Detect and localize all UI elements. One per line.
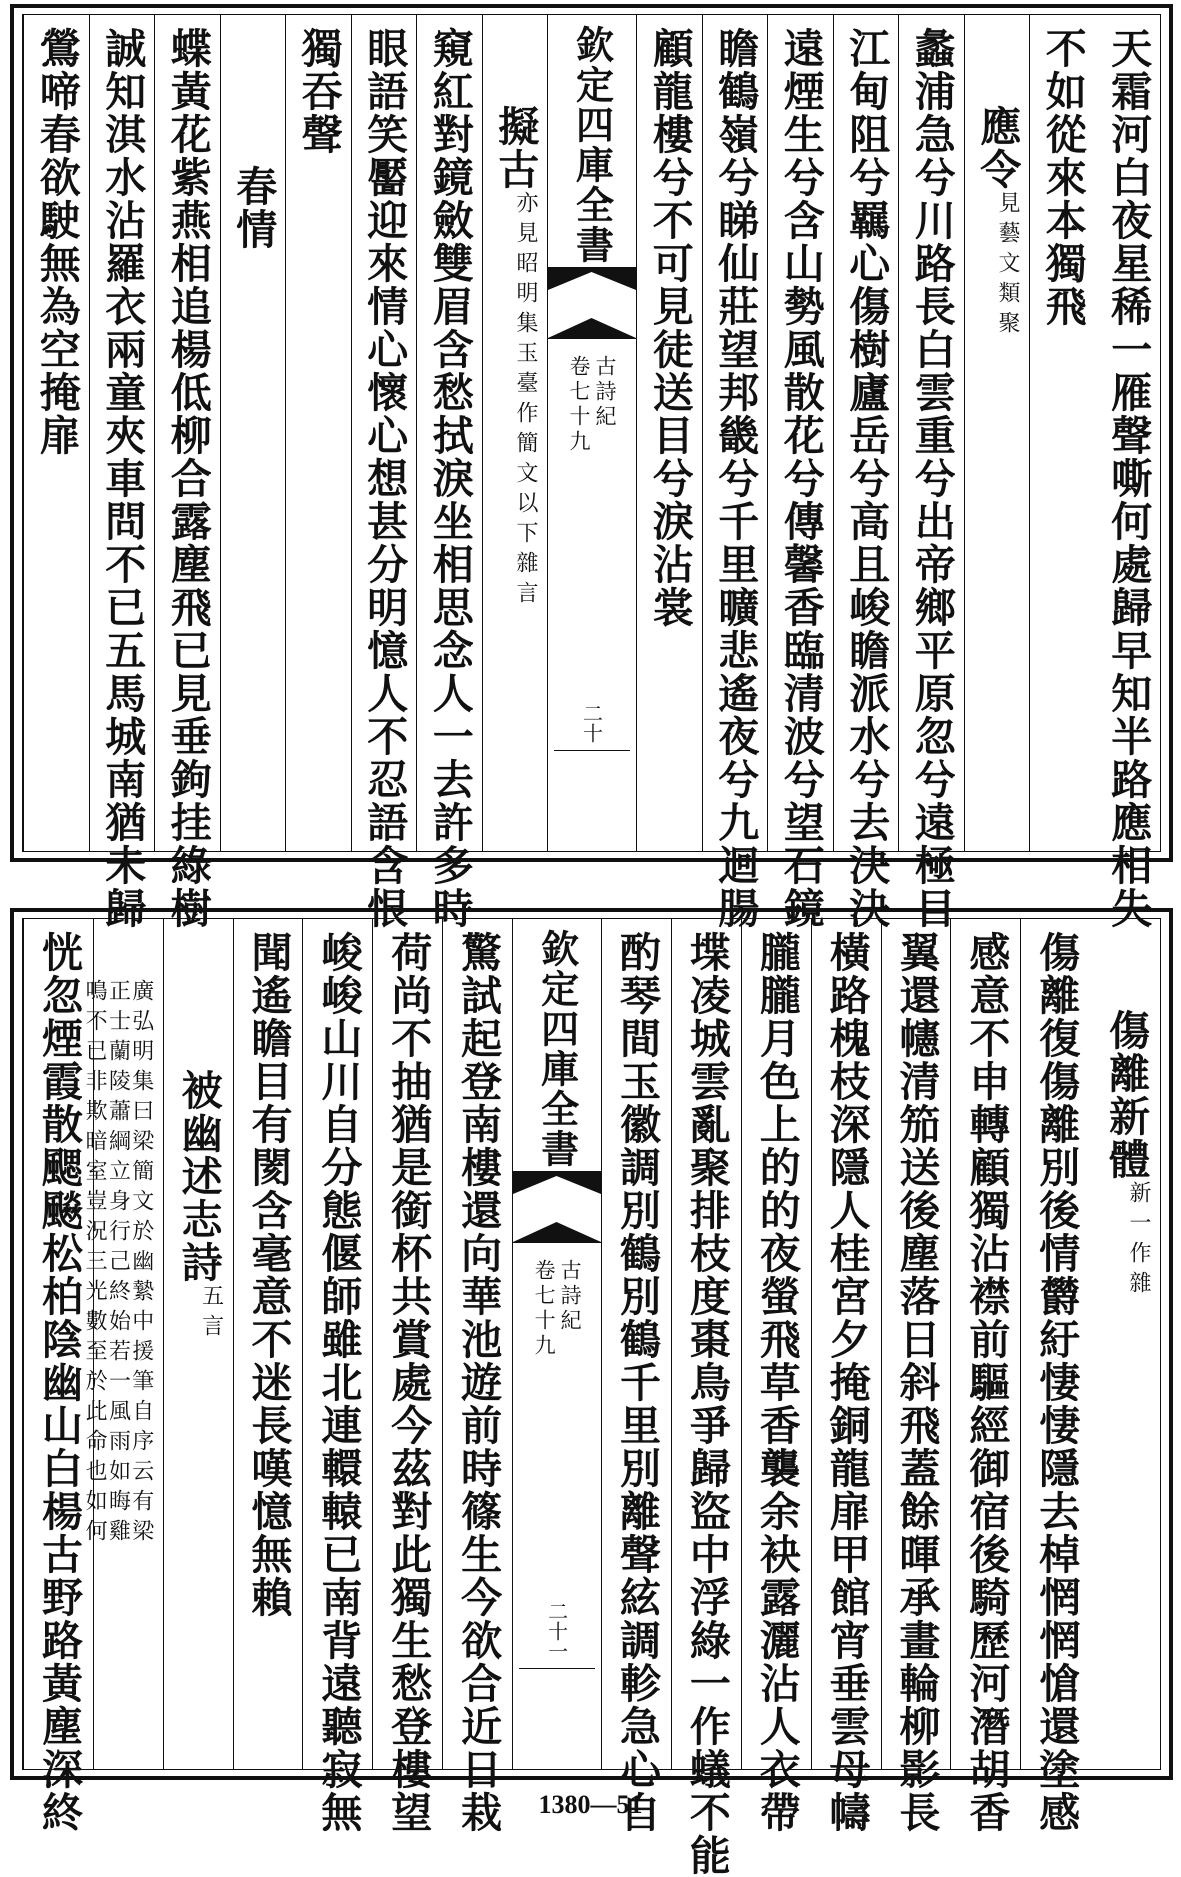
- column: [1020, 919, 1090, 1834]
- column: [442, 919, 512, 1834]
- column: [881, 919, 951, 1834]
- column: [233, 919, 303, 1769]
- center-column: [547, 15, 636, 851]
- column-text: 朧朧月色上的的夜螢飛草香襲余袂露灑沾人衣帶: [752, 931, 801, 1834]
- note-text: 見藝文類聚: [995, 191, 1020, 341]
- column-text: 翼還幰清笳送後塵落日斜飛蓋餘暉承畫輪柳影長: [892, 931, 941, 1834]
- page-number: 二十一: [544, 1601, 569, 1661]
- column-text: 堞凌城雲亂聚排枝度棗鳥爭歸盜中浮綠一作蟻不能: [682, 931, 731, 1877]
- column: [163, 919, 233, 1769]
- column: [1090, 919, 1160, 1769]
- poem-title: 春情: [229, 165, 278, 251]
- column-text: 驚試起登南樓還向華池遊前時篠生今欲合近日栽: [454, 931, 503, 1834]
- column-text: 瞻鶴嶺兮睇仙莊望邦畿兮千里曠悲遙夜兮九迴腸: [711, 27, 760, 930]
- column-text: 荷尚不抽猶是銜杯共賞處今茲對此獨生愁登樓望: [384, 931, 433, 1834]
- column-text: 誠知淇水沾羅衣兩童夾車問不已五馬城南猶未歸: [98, 27, 147, 930]
- note-text: 正士蘭陵蕭綱立身行己終始若一風雨如晦雞: [105, 979, 131, 1549]
- fish-tail-mark: [513, 1171, 601, 1243]
- poem-title: 應令: [973, 105, 1022, 191]
- note-text: 新一作雜: [1125, 1181, 1151, 1301]
- column: [601, 919, 671, 1834]
- column-text: 聞遙瞻目有閡含毫意不迷長嘆憶無賴: [244, 931, 293, 1619]
- column-text: 鶯啼春欲駛無為空掩扉: [32, 27, 81, 457]
- column: [898, 15, 964, 930]
- column-text: 不如從來本獨飛: [1038, 27, 1087, 328]
- column: [950, 919, 1020, 1834]
- column-text: 傷離復傷離別後情欝紆悽悽隱去棹惘惘愴還塗感: [1032, 931, 1081, 1834]
- column: [285, 15, 351, 851]
- column: [767, 15, 833, 930]
- book-title: 欽定四庫全書: [569, 25, 615, 265]
- column-text: 峻峻山川自分態偃師雖北連轘轅已南背遠聽寂無: [314, 931, 363, 1834]
- column-text: 酌琴間玉徽調別鶴別鶴千里別離聲絃調軫急心自: [613, 931, 661, 1834]
- column-text: 感意不申轉顧獨沾襟前驅經御宿後騎歷河潛胡香: [962, 931, 1011, 1834]
- column-text: 天霜河白夜星稀一雁聲嘶何處歸早知半路應相失: [1104, 27, 1153, 930]
- poem-title: 被幽述志詩: [174, 1069, 223, 1284]
- column-text: 獨吞聲: [294, 27, 343, 156]
- column: [671, 919, 741, 1877]
- column: [23, 15, 89, 851]
- column: [220, 15, 286, 851]
- volume-label: 卷七十九: [567, 355, 591, 455]
- poem-title: 擬古: [491, 105, 540, 191]
- column: [351, 15, 417, 930]
- column: [636, 15, 702, 851]
- top-page-frame: [22, 14, 1161, 930]
- column: [741, 919, 811, 1834]
- column: [89, 15, 155, 930]
- column-text: 恍忽煙霞散颸飈松柏陰幽山白楊古野路黃塵深終: [34, 931, 83, 1834]
- column-text: 蠡浦急兮川路長白雲重兮出帝鄉平原忽兮遠極目: [907, 27, 956, 930]
- top-page: [10, 4, 1173, 930]
- note-text: 鳴不已非欺暗室豈況三光數至於此命也如何: [82, 979, 108, 1549]
- book-subtitle: 古詩紀: [593, 355, 617, 430]
- column: [833, 15, 899, 930]
- column: [416, 15, 482, 930]
- column-text: 江甸阻兮羈心傷樹廬岳兮高且峻瞻派水兮去決決: [842, 27, 891, 930]
- book-title: 欽定四庫全書: [534, 929, 580, 1169]
- column-text: 顧龍樓兮不可見徒送目兮淚沾裳: [645, 27, 694, 629]
- page-number: 二十: [579, 703, 604, 743]
- book-subtitle: 古詩紀: [558, 1259, 583, 1334]
- column: [154, 15, 220, 930]
- page-footer-number: 1380—51: [538, 1790, 643, 1819]
- note-text: 廣弘明集曰梁簡文於幽縶中援筆自序云有梁: [128, 979, 154, 1549]
- column-text: 蝶黃花紫燕相追楊低柳合露塵飛已見垂鉤挂綠樹: [163, 27, 212, 930]
- column: [302, 919, 372, 1834]
- center-rule: [554, 750, 630, 751]
- column: [1095, 15, 1161, 930]
- column: [23, 919, 93, 1834]
- column: [482, 15, 548, 851]
- note-text: 亦見昭明集玉臺作簡文以下雜言: [513, 191, 538, 611]
- column-text: 橫路槐枝深隱人桂宮夕掩銅龍扉甲館宵垂雲母幬: [822, 931, 871, 1834]
- column: [702, 15, 768, 930]
- column: [82, 919, 163, 1769]
- column: [811, 919, 881, 1834]
- column-text: 遠煙生兮含山勢風散花兮傳馨香臨清波兮望石鏡: [776, 27, 825, 930]
- column-text: 窺紅對鏡斂雙眉含愁拭淚坐相思念人一去許多時: [425, 27, 474, 930]
- column: [964, 15, 1030, 851]
- volume-label: 卷七十九: [532, 1259, 557, 1359]
- fish-tail-mark: [548, 267, 636, 339]
- note-text: 五言: [198, 1284, 224, 1344]
- center-rule: [519, 1668, 595, 1669]
- poem-title: 傷離新體: [1102, 1009, 1151, 1181]
- column: [372, 919, 442, 1834]
- column-text: 眼語笑靨迎來情心懷心想甚分明憶人不忍語含恨: [360, 27, 409, 930]
- center-column: [512, 919, 601, 1769]
- column: [1029, 15, 1095, 851]
